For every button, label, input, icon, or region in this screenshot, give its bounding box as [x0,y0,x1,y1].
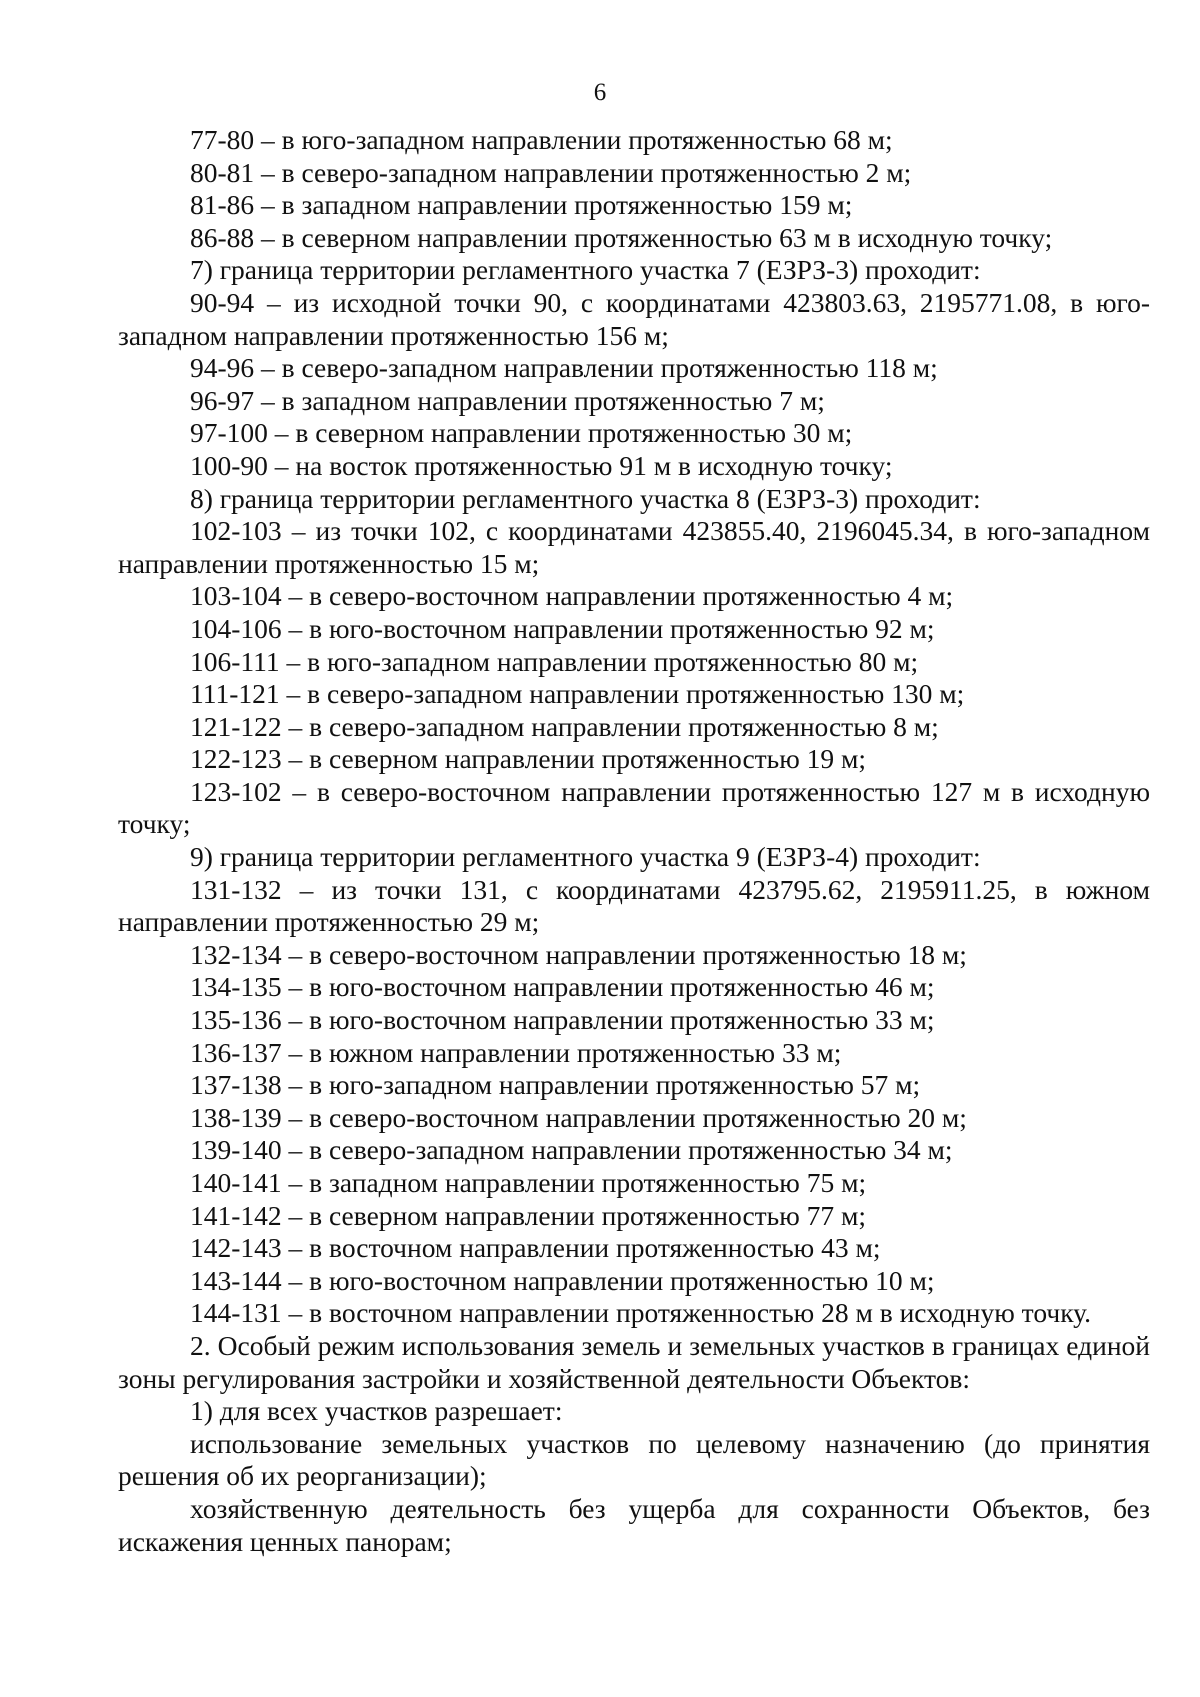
section-heading: 8) граница территории регламентного участка 8 (ЕЗРЗ-3) проходит: [190,482,981,514]
paragraph: 96-97 – в западном направлении протяженностью 7 м; [190,384,825,416]
paragraph: 138-139 – в северо-восточном направлении протяженностью 20 м; [190,1101,967,1133]
paragraph: 123-102 – в северо-восточном направлении протяженностью 127 м в исходную точку; [118,775,1150,840]
paragraph: 86-88 – в северном направлении протяженностью 63 м в исходную точку; [190,221,1053,253]
paragraph: 137-138 – в юго-западном направлении протяженностью 57 м; [190,1069,921,1101]
paragraph: 122-123 – в северном направлении протяженностью 19 м; [190,743,867,775]
paragraph: 135-136 – в юго-восточном направлении протяженностью 33 м; [190,1004,935,1036]
section-heading: 9) граница территории регламентного участка 9 (ЕЗРЗ-4) проходит: [190,841,981,873]
paragraph: 100-90 – на восток протяженностью 91 м в исходную точку; [190,449,893,481]
paragraph: 97-100 – в северном направлении протяженностью 30 м; [190,417,853,449]
paragraph: 104-106 – в юго-восточном направлении протяженностью 92 м; [190,612,935,644]
paragraph: 140-141 – в западном направлении протяженностью 75 м; [190,1167,867,1198]
paragraph: 111-121 – в северо-западном направлении протяженностью 130 м; [190,678,965,710]
paragraph: 142-143 – в восточном направлении протяженностью 43 м; [190,1232,881,1264]
paragraph: 1) для всех участков разрешает: [190,1395,563,1427]
paragraph: 77-80 – в юго-западном направлении протяженностью 68 м; [190,124,893,155]
paragraph: 90-94 – из исходной точки 90, с координатами 423803.63, 2195771.08, в юго-западном направлении протяженностью 156 м; [118,286,1150,351]
page-number: 6 [593,79,607,106]
paragraph: 144-131 – в восточном направлении протяженностью 28 м в исходную точку. [190,1297,1092,1329]
paragraph: использование земельных участков по целевому назначению (до принятия решения об их реорганизации); [118,1427,1150,1492]
paragraph: 106-111 – в юго-западном направлении протяженностью 80 м; [190,645,919,677]
paragraph: 103-104 – в северо-восточном направлении протяженностью 4 м; [190,580,954,612]
section-heading: 2. Особый режим использования земель и земельных участков в границах единой зоны регулирования застройки и хозяйственной деятельности Объектов: [118,1329,1150,1394]
paragraph: 136-137 – в южном направлении протяженностью 33 м; [190,1036,842,1068]
paragraph: 134-135 – в юго-восточном направлении протяженностью 46 м; [190,971,935,1003]
section-heading: 7) граница территории регламентного участка 7 (ЕЗРЗ-3) проходит: [190,254,981,286]
paragraph: 81-86 – в западном направлении протяженностью 159 м; [190,189,853,221]
paragraph: 94-96 – в северо-западном направлении протяженностью 118 м; [190,352,938,384]
paragraph: 102-103 – из точки 102, с координатами 423855.40, 2196045.34, в юго-западном направлении протяженностью 15 м; [118,515,1150,579]
document-body [118,124,1150,1558]
paragraph: 139-140 – в северо-западном направлении протяженностью 34 м; [190,1134,953,1166]
paragraph: хозяйственную деятельность без ущерба для сохранности Объектов, без искажения ценных панорам; [118,1492,1150,1557]
paragraph: 121-122 – в северо-западном направлении протяженностью 8 м; [190,710,939,742]
paragraph: 131-132 – из точки 131, с координатами 423795.62, 2195911.25, в южном направлении протяженностью 29 м; [118,873,1150,938]
paragraph: 141-142 – в северном направлении протяженностью 77 м; [190,1199,867,1231]
paragraph: 80-81 – в северо-западном направлении протяженностью 2 м; [190,156,912,188]
paragraph: 132-134 – в северо-восточном направлении протяженностью 18 м; [190,938,967,970]
paragraph: 143-144 – в юго-восточном направлении протяженностью 10 м; [190,1264,935,1296]
